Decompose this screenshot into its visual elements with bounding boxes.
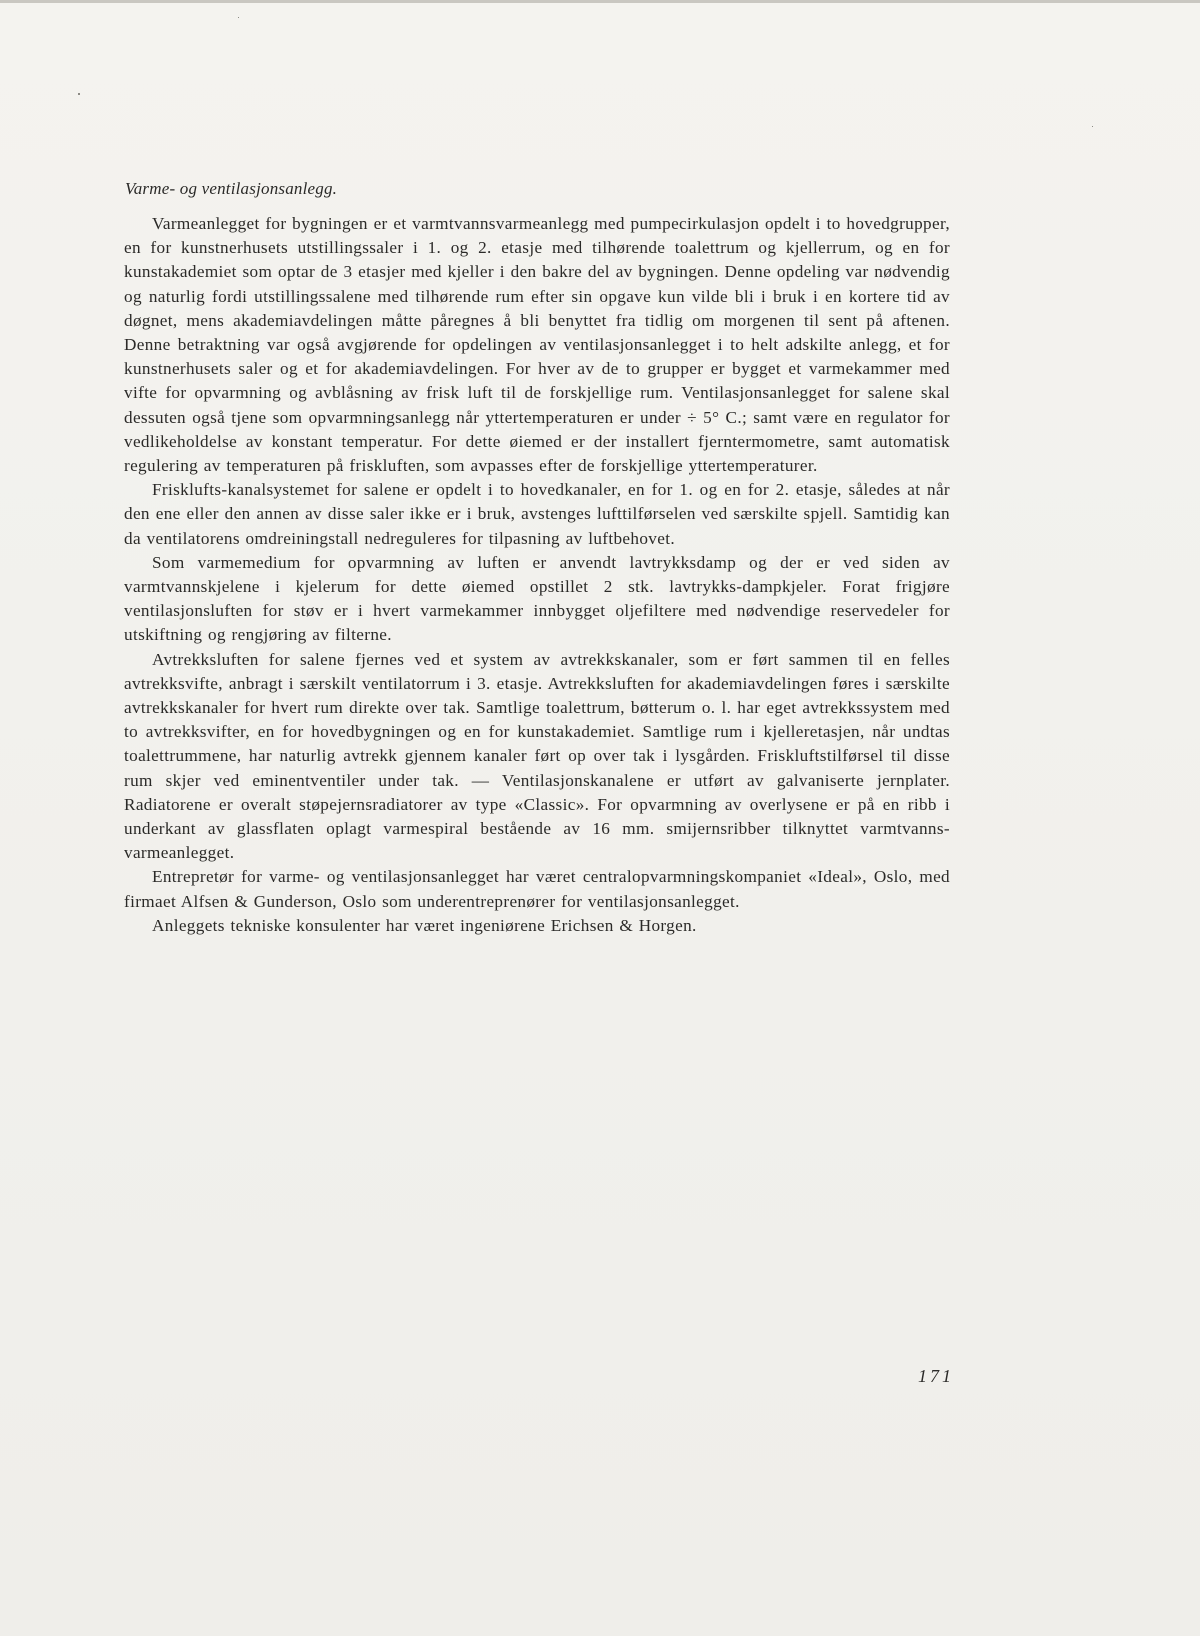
article-body <box>124 178 950 938</box>
paper-speck <box>78 93 80 95</box>
paragraph-exhaust-air: Avtrekksluften for salene fjernes ved et system av avtrekkskanaler, som er ført sammen til en felles avtrekksvifte, anbragt i særskilt ventilatorrum i 3. etasje. Avtrekksluften for akademiavdelingen føres i særskilte avtrekkskanaler for hvert rum direkte over tak. Samtlige toalettrum, bøtterum o. l. har eget avtrekkssystem med to avtrekksvifter, en for hovedbygningen og en for kunstakademiet. Samtlige rum i kjelleretasjen, når undtas toalettrummene, har naturlig avtrekk gjennem kanaler ført op over tak i lysgården. Friskluftstilførsel til disse rum skjer ved eminentventiler under tak. — Ventilasjonskanalene er utført av galvaniserte jernplater. Radiatorene er overalt støpejernsradiatorer av type «Classic». For opvarmning av overlysene er på en ribb i underkant av glassflaten oplagt varmespiral bestående av 16 mm. smijernsribber tilknyttet varmtvanns-varmeanlegget. <box>124 649 950 863</box>
page-top-edge <box>0 0 1200 3</box>
paragraph-contractor: Entrepretør for varme- og ventilasjonsanlegget har været centralopvarmningskompaniet «Ideal», Oslo, med firmaet Alfsen & Gunderson, Oslo som underentreprenører for ventilasjonsanlegget. <box>124 867 950 911</box>
paper-speck <box>238 17 239 18</box>
paragraph-fresh-air-ducts: Frisklufts-kanalsystemet for salene er opdelt i to hovedkanaler, en for 1. og en for 2. etasje, således at når den ene eller den annen av disse saler ikke er i bruk, avstenges lufttilførselen ved særskilte spjell. Samtidig kan da ventilatorens omdreiningstall nedreguleres for tilpasning av luftbehovet. <box>124 480 950 548</box>
paragraph-heating-medium: Som varmemedium for opvarmning av luften er anvendt lavtrykksdamp og der er ved siden av varmtvannskjelene i kjelerum for dette øiemed opstillet 2 stk. lavtrykks-dampkjeler. Forat frigjøre ventilasjonsluften for støv er i hvert varmekammer innbygget oljefiltere med nødvendige reservedeler for utskiftning og rengjøring av filterne. <box>124 552 950 645</box>
paragraph-consultants: Anleggets tekniske konsulenter har været ingeniørene Erichsen & Horgen. <box>152 915 697 935</box>
section-title: Varme- og ventilasjonsanlegg. <box>125 179 338 198</box>
page-number: 171 <box>918 1366 954 1386</box>
paragraph-heating-system: Varmeanlegget for bygningen er et varmtvannsvarmeanlegg med pumpecirkulasjon opdelt i to hovedgrupper, en for kunstnerhusets utstillingssaler i 1. og 2. etasje med tilhørende toalettrum og kjellerrum, og en for kunstakademiet som optar de 3 etasjer med kjeller i den bakre del av bygningen. Denne opdeling var nødvendig og naturlig fordi utstillingssalene med tilhørende rum efter sin opgave kun vilde bli i bruk i en kortere tid av døgnet, mens akademiavdelingen måtte påregnes å bli benyttet fra tidlig om morgenen til sent på aftenen. Denne betraktning var også avgjørende for opdelingen av ventilasjonsanlegget i to helt adskilte anlegg, et for kunstnerhusets saler og et for akademiavdelingen. For hver av de to grupper er bygget et varmekammer med vifte for opvarmning og avblåsning av frisk luft til de forskjellige rum. Ventilasjonsanlegget for salene skal dessuten også tjene som opvarmningsanlegg når yttertemperaturen er under ÷ 5° C.; samt være en regulator for vedlikeholdelse av konstant temperatur. For dette øiemed er der installert fjerntermometre, samt automatisk regulering av temperaturen på friskluften, som avpasses efter de forskjellige yttertemperaturer. <box>124 214 950 476</box>
paper-speck <box>1092 126 1093 127</box>
